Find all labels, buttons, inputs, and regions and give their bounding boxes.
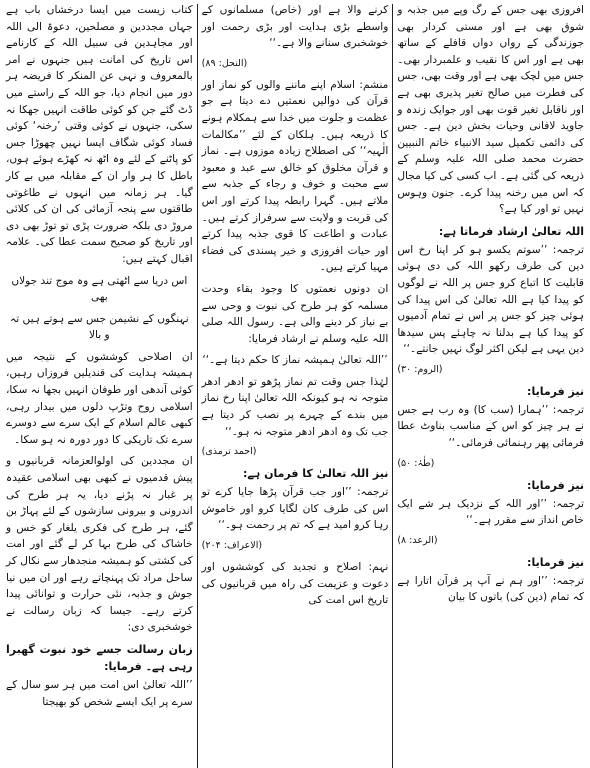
paragraph: ترجمہ: ’’اور اللہ کے نزدیک ہر شے ایک خاص انداز سے مقرر ہے۔‘‘: [397, 497, 584, 527]
citation: (الرعد: ۸): [397, 534, 438, 546]
citation: (طٰہٰ: ۵۰): [397, 457, 435, 469]
section-heading: نیز فرمایا:: [527, 555, 584, 569]
paragraph: ترجمہ: ’’اور جب قرآن پڑھا جایا کرے تو اس کی طرف کان لگایا کرو اور خاموش رہا کرو امید ہے کہ تم پر رحمت ہو۔‘‘: [201, 486, 389, 532]
paragraph: ترجمہ: ’’سوتم یکسو ہو کر اپنا رخ اس دین کی طرف رکھو اللہ کی دی ہوئی قابلیت کا اتباع کرو جس پر اللہ نے لوگوں کو پیدا کیا ہے اللہ تعالیٰ کی اس پیدا کی ہوئی چیز کو جس پر اس نے تمام آدمیوں کو پیدا کیا ہے بدلنا نہ چاہئے پس سیدھا دین یہی ہے لیکن اکثر لوگ نہیں جانتے۔‘‘: [397, 243, 584, 356]
paragraph: نہم: اصلاح و تجدید کی کوششوں اور دعوت و عزیمت کی راہ میں قربانیوں کی تاریخ اس امت کی: [201, 561, 389, 607]
section-heading: نیز فرمایا:: [527, 384, 584, 398]
paragraph: ’’اللہ تعالیٰ اس امت میں ہر سو سال کے سرے پر ایک ایسے شخص کو بھیجتا: [5, 678, 193, 708]
text-column-right: [393, 2, 588, 766]
paragraph: ’’اللہ تعالیٰ ہمیشہ نماز کا حکم دیتا ہے۔‘‘: [202, 354, 388, 367]
paragraph: افروزی بھی جس کے رگ وپے میں جذبہ و شوق بھی ہے اور مستی کردار بھی جوزندگی کے رواں دواں قافلے کے ساتھ بھی ہے اور اس کا نقیب و علمبردار بھی۔ جس میں لچک بھی ہے اور وقت بھی، جس کی فطرت میں صالح تغیر پذیری بھی ہے اور ناقابل تغیر قوت بھی اور جوایک زندہ و جاوید لافانی وحیات بخش دین ہے۔ جس کی دائمی تکمیل سید الانبیاء خاتم النبیین حضرت محمد صلی اللہ علیہ وسلم کے ذریعہ کی گئی ہے۔ اب کسی کی کیا مجال کہ اس میں رخنہ پیدا کرے۔ جنون وہوس نہیں تو اور کیا ہے؟: [397, 4, 584, 216]
paragraph: ان اصلاحی کوششوں کے نتیجہ میں ہمیشہ ہدایت کی قندیلیں فروزاں رہیں، کوئی آندھی اور طوفان انہیں بجھا نہ سکا، اسلامی روح وتڑپ دلوں میں بیدار رہی، کبھی عالم اسلام کے ایک سرے سے دوسرے سرے تک تاریکی کا دور دورہ نہ ہو سکا۔: [5, 350, 193, 446]
paragraph: ان مجددین کی اولوالعزمانہ قربانیوں و پیش قدمیوں نے کبھی بھی اسلامی عقیدہ پر غبار نہ پڑنے دیا، یہ ہر طرح کی اندرونی و بیرونی سازشوں کے لئے پہاڑ بن گئے، ہر طرح کی فکری یلغار کو خس و خاشاک کی طرح بہا کر لے گئے اور امت کی کشتی کو ہمیشہ منجدھار سے نکال کر ساحل مراد تک پہنچاتے رہے اور ان میں نیا جوش و جذبہ، نئی حرارت و توانائی پیدا کرتے رہے۔ جیسا کہ زبان رسالت نے خوشخبری دی:: [5, 455, 193, 634]
citation: (الروم: ۳۰): [397, 363, 443, 375]
paragraph: ان دونوں نعمتوں کا وجود بقاء وحدت مسلمہ کو ہر طرح کی نبوت و وحی سے بے نیاز کر دینے والی ہے۔ رسول اللہ صلی اللہ علیہ وسلم نے ارشاد فرمایا:: [201, 282, 389, 345]
paragraph: منشم: اسلام اپنے ماننے والوں کو نماز اور قرآن کی دوالیں نعمتیں دے دیتا ہے جو عظمت و جلوت میں خدا سے ہمکلام ہونے کا ذریعہ ہیں۔ ہلکان کے لئے ’’مکالمات الٰہیہ‘‘ کی اصطلاح زیادہ موزوں ہے۔ نماز و قرآن مخلوق کو خالق سے عبد و معبود سے محبت و خوف و رجاء کے جذبہ سے ملاتے ہیں۔ گہرا رابطہ پیدا کرتے اور اس کی قربت و ولایت سے سرفراز کرتے ہیں۔ عبادت و اطاعت کا قوی جذبہ پیدا کرتے اور حیات افروزی و خیر پسندی کی فضاء مہیا کرتے ہیں۔: [201, 78, 389, 274]
paragraph: کتاب زیست میں ایسا درخشاں باب ہے جہاں مجددین و مصلحین، دعوۃ الی اللہ اور مجاہدین فی سبیل اللہ کے کارنامے اس تاریخ کی امانت ہیں جنہوں نے امر بالمعروف و نہی عن المنکر کا فریضہ ہر دور میں انجام دیا، جو اللہ کے راستے میں ڈٹ گئے جن کو کوئی طاقت انہیں جھکا نہ سکی، جنہوں نے کوئی وقتی ’رخنہ‘ کوئی فساد کوئی شگاف ایسا نہیں چھوڑا جس کو پاٹنے کے لئے وہ اٹھ نہ کھڑے ہوئے ہوں، باطل کا ہر وار ان کے مقابلہ میں بے کار گیا۔ ہر زمانہ میں انہوں نے طاغوتی طاقتوں سے پنجہ آزمائی کی ان کی کلائی مروڑ دی بلکہ ضرورت پڑی تو توڑ بھی دی اور تاریخ کو صحیح سمت عطا کی۔ علامہ اقبال کہتے ہیں:: [5, 4, 193, 265]
paragraph: ترجمہ: ’’ہمارا (سب کا) وہ رب ہے جس نے ہر چیز کو اس کے مناسب بناوٹ عطا فرمائی پھر رہنمائی فرمائی۔‘‘: [397, 403, 584, 450]
paragraph: اس دریا سے اٹھتی ہے وہ موج تند جولاں بھی: [11, 274, 188, 304]
section-heading: اللہ تعالیٰ ارشاد فرماتا ہے:: [438, 224, 584, 238]
paragraph: لہٰذا جس وقت تم نماز پڑھو تو ادھر ادھر متوجہ نہ ہو کیونکہ اللہ تعالیٰ اپنا رخ نماز میں بندے کے چہرے پر نصب کر دیتا ہے جب تک وہ ادھر ادھر متوجہ نہ ہو۔‘‘: [201, 375, 389, 438]
paragraph: کرنے والا ہے اور (خاص) مسلمانوں کے واسطے بڑی ہدایت اور بڑی رحمت اور خوشخبری سنانے والا ہے۔‘‘: [201, 4, 389, 50]
section-heading: نیز فرمایا:: [527, 478, 584, 492]
citation: (النحل: ۸۹): [201, 57, 248, 69]
citation: (احمد ترمذی): [201, 446, 257, 458]
text-column-middle: [198, 2, 393, 766]
paragraph: نہنگوں کے نشیمن جس سے ہوتے ہیں تہ و بالا: [9, 312, 189, 342]
section-heading: نیز اللہ تعالیٰ کا فرمان ہے:: [242, 467, 389, 481]
text-column-left: [2, 2, 197, 766]
citation: (الاعراف: ۲۰۴): [201, 540, 263, 552]
paragraph: ترجمہ: ’’اور ہم نے آپ پر قرآن اتارا ہے کہ تمام (دین کی) باتوں کا بیان: [397, 574, 584, 604]
section-heading: زبان رسالت جسے خود نبوت گھبرا رہی ہے۔ فرمایا:: [5, 642, 193, 673]
